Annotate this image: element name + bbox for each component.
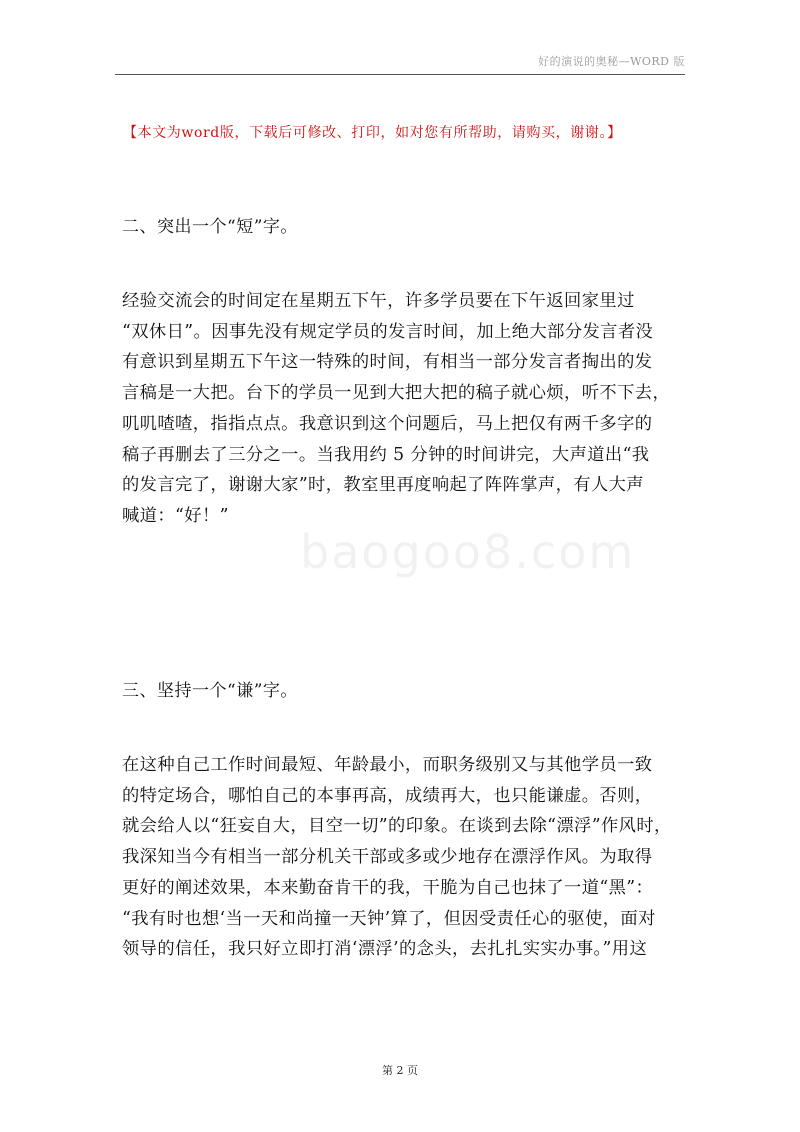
paragraph-line: 领导的信任，我只好立即打消‘漂浮’的念头，去扎扎实实办事。”用这 bbox=[122, 939, 648, 960]
section-heading-short: 二、突出一个“短”字。 bbox=[122, 217, 298, 237]
paragraph-line: 有意识到星期五下午这一特殊的时间，有相当一部分发言者掏出的发 bbox=[122, 352, 653, 373]
paragraph-line: 稿子再删去了三分之一。当我用约 5 分钟的时间讲完，大声道出“我 bbox=[122, 444, 650, 465]
page-number: 第 2 页 bbox=[382, 1064, 418, 1077]
paragraph-line: 的发言完了，谢谢大家”时，教室里再度响起了阵阵掌声，有人大声 bbox=[122, 475, 644, 496]
paragraph-line: 在这种自己工作时间最短、年龄最小，而职务级别又与其他学员一致 bbox=[122, 755, 653, 775]
header-divider bbox=[115, 74, 685, 75]
paragraph-line: “我有时也想‘当一天和尚撞一天钟’算了，但因受责任心的驱使，面对 bbox=[122, 908, 656, 929]
purchase-notice: 【本文为word版，下载后可修改、打印，如对您有所帮助，请购买，谢谢。】 bbox=[123, 125, 622, 141]
paragraph-line: 言稿是一大把。台下的学员一见到大把大把的稿子就心烦，听不下去， bbox=[122, 383, 671, 404]
paragraph-line: 的特定场合，哪怕自己的本事再高，成绩再大，也只能谦虚。否则， bbox=[122, 785, 653, 806]
paragraph-line: 叽叽喳喳，指指点点。我意识到这个问题后，马上把仅有两千多字的 bbox=[122, 413, 653, 434]
paragraph-line: 喊道：“好！” bbox=[122, 505, 229, 526]
paragraph-line: 更好的阐述效果，本来勤奋肯干的我，干脆为自己也抹了一道“黑”： bbox=[122, 877, 654, 898]
paragraph-line: 就会给人以“狂妄自大，目空一切”的印象。在谈到去除“漂浮”作风时， bbox=[122, 816, 672, 837]
section-heading-modest: 三、坚持一个“谦”字。 bbox=[122, 681, 298, 701]
watermark: baogoo8.com bbox=[300, 525, 636, 579]
paragraph-line: “双休日”。因事先没有规定学员的发言时间，加上绝大部分发言者没 bbox=[122, 321, 654, 342]
paragraph-short bbox=[122, 286, 692, 532]
paragraph-line: 经验交流会的时间定在星期五下午，许多学员要在下午返回家里过 bbox=[122, 291, 635, 311]
header-title: 好的演说的奥秘—WORD 版 bbox=[538, 55, 685, 68]
paragraph-line: 我深知当今有相当一部分机关干部或多或少地存在漂浮作风。为取得 bbox=[122, 847, 653, 868]
paragraph-modest bbox=[122, 750, 692, 965]
